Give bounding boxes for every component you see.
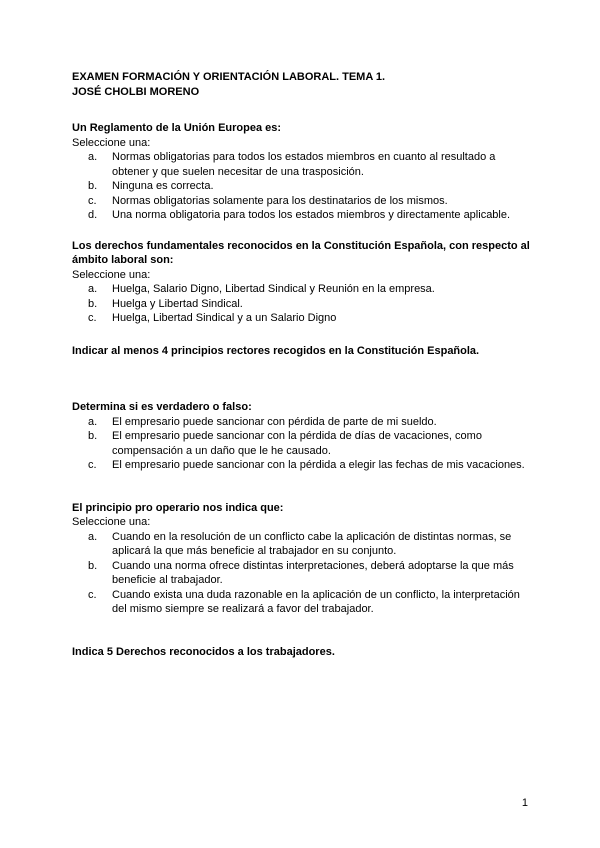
option-b [72, 429, 532, 458]
option-letter: b. [88, 430, 98, 442]
question-instruction: Seleccione una: [72, 516, 151, 528]
option-c [72, 458, 532, 473]
question-title: El principio pro operario nos indica que: [72, 501, 284, 514]
option-text: El empresario puede sancionar con la pérdida a elegir las fechas de mis vacaciones. [112, 459, 525, 471]
options-list [72, 530, 532, 617]
option-text: Cuando en la resolución de un conflicto cabe la aplicación de distintas normas, se aplicará la que más beneficie al trabajador en su conjunto. [112, 530, 512, 557]
option-c [72, 194, 532, 209]
option-letter: a. [88, 151, 98, 163]
option-letter: a. [88, 283, 98, 295]
option-c [72, 588, 532, 617]
question-instruction: Seleccione una: [72, 268, 151, 281]
options-list [72, 282, 532, 326]
option-a [72, 150, 532, 179]
option-text: Normas obligatorias para todos los estados miembros en cuanto al resultado a obtener y que suelen necesitar de una trasposición. [112, 151, 496, 178]
options-list [72, 415, 532, 473]
question-4 [72, 400, 532, 473]
option-letter: a. [88, 415, 98, 428]
option-c [72, 311, 532, 326]
option-letter: c. [88, 588, 97, 601]
option-letter: b. [88, 297, 98, 310]
question-title: Los derechos fundamentales reconocidos en la Constitución Española, con respecto al ámbito laboral son: [72, 239, 530, 266]
question-5 [72, 501, 532, 617]
exam-title: EXAMEN FORMACIÓN Y ORIENTACIÓN LABORAL. TEMA 1. [72, 71, 386, 83]
question-6 [72, 645, 532, 660]
page-number: 1 [521, 797, 528, 809]
option-letter: b. [88, 559, 98, 572]
option-text: Huelga y Libertad Sindical. [112, 297, 243, 310]
option-letter: b. [88, 180, 98, 192]
author-name: JOSÉ CHOLBI MORENO [72, 85, 200, 98]
option-text: Cuando una norma ofrece distintas interpretaciones, deberá adoptarse la que más beneficie al trabajador. [112, 559, 514, 586]
option-a [72, 530, 532, 559]
question-title: Determina si es verdadero o falso: [72, 401, 252, 413]
option-b [72, 179, 532, 194]
question-title: Indicar al menos 4 principios rectores recogidos en la Constitución Española. [72, 344, 480, 357]
option-letter: d. [88, 209, 98, 221]
option-letter: c. [88, 459, 97, 471]
question-instruction: Seleccione una: [72, 136, 151, 149]
option-text: Una norma obligatoria para todos los estados miembros y directamente aplicable. [112, 209, 511, 221]
question-1 [72, 121, 532, 223]
option-a [72, 282, 532, 297]
option-text: El empresario puede sancionar con pérdida de parte de mi sueldo. [112, 415, 437, 428]
document-page [72, 70, 532, 659]
question-title: Un Reglamento de la Unión Europea es: [72, 122, 282, 134]
options-list [72, 150, 532, 223]
option-d [72, 208, 532, 223]
option-b [72, 559, 532, 588]
option-letter: a. [88, 530, 98, 543]
question-3 [72, 344, 532, 359]
option-letter: c. [88, 194, 97, 207]
question-title: Indica 5 Derechos reconocidos a los trabajadores. [72, 645, 335, 658]
option-text: Huelga, Salario Digno, Libertad Sindical y Reunión en la empresa. [112, 283, 435, 295]
option-b [72, 297, 532, 312]
option-text: Normas obligatorias solamente para los destinatarios de los mismos. [112, 194, 448, 207]
option-text: El empresario puede sancionar con la pérdida de días de vacaciones, como compensación a un daño que le he causado. [112, 430, 482, 457]
option-text: Cuando exista una duda razonable en la aplicación de un conflicto, la interpretación del mismo siempre se realizará a favor del trabajador. [112, 588, 520, 615]
question-2 [72, 239, 532, 326]
option-text: Huelga, Libertad Sindical y a un Salario Digno [112, 312, 337, 324]
option-a [72, 415, 532, 430]
option-text: Ninguna es correcta. [112, 180, 214, 192]
option-letter: c. [88, 312, 97, 324]
